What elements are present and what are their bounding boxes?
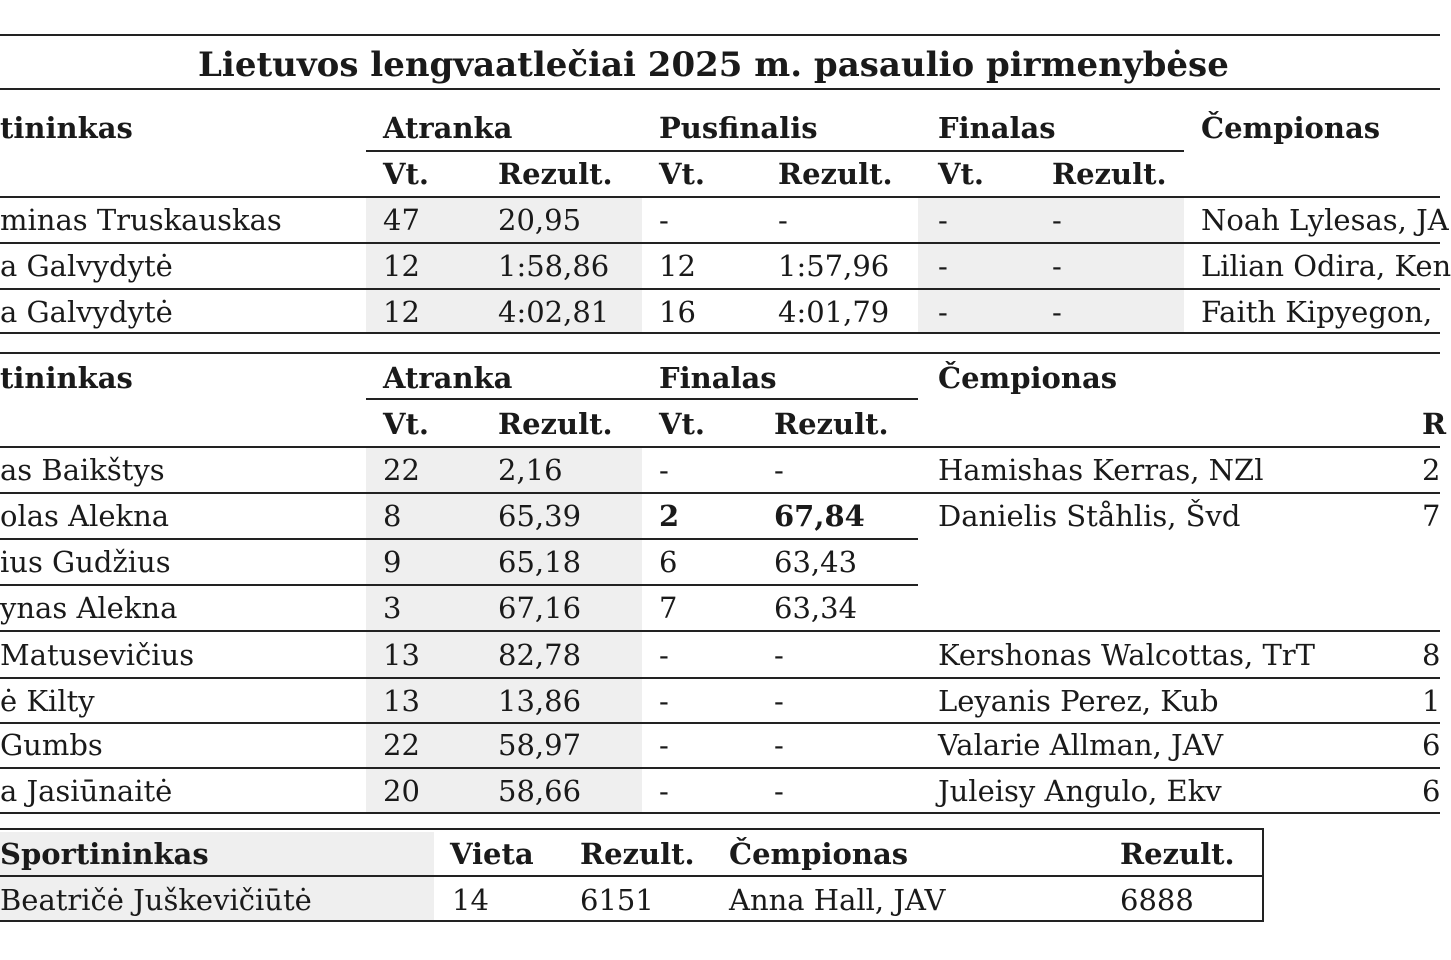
- subheader-result: Rezult.: [774, 407, 889, 441]
- page-title: Lietuvos lengvaatlečiai 2025 m. pasaulio pirmenybėse: [198, 45, 1229, 85]
- champion-result: 6888: [1120, 883, 1194, 917]
- place: -: [938, 203, 948, 237]
- champion-result: 1: [1422, 684, 1441, 718]
- athlete-name: olas Alekna: [0, 499, 170, 533]
- place: -: [938, 249, 948, 283]
- athlete-name: as Baikštys: [0, 453, 165, 487]
- athlete-name: minas Truskauskas: [0, 203, 282, 237]
- champion: Leyanis Perez, Kub: [938, 684, 1219, 718]
- athlete-name: ė Kilty: [0, 684, 95, 718]
- col-header-champion: Čempionas: [729, 837, 909, 871]
- place: -: [659, 684, 669, 718]
- place: 13: [383, 638, 420, 672]
- col-header-champion-result: R: [1422, 407, 1447, 441]
- place: 12: [383, 295, 420, 329]
- place: 12: [659, 249, 696, 283]
- result: 1:57,96: [778, 249, 890, 283]
- result: -: [1052, 203, 1062, 237]
- result: 4:02,81: [498, 295, 610, 329]
- result: 67,84: [774, 499, 865, 533]
- result: 20,95: [498, 203, 582, 237]
- result: 4:01,79: [778, 295, 890, 329]
- champion: Hamishas Kerras, NZl: [938, 453, 1264, 487]
- athlete-name: Gumbs: [0, 728, 103, 762]
- result: 82,78: [498, 638, 582, 672]
- result: 1:58,86: [498, 249, 610, 283]
- result: -: [774, 774, 784, 808]
- place: -: [938, 295, 948, 329]
- subheader-place: Vt.: [383, 157, 429, 191]
- col-header-finalas: Finalas: [938, 111, 1056, 145]
- champion: Danielis Ståhlis, Švd: [938, 499, 1241, 533]
- champion-result: 2: [1422, 453, 1441, 487]
- place: -: [659, 203, 669, 237]
- col-header-atranka: Atranka: [383, 111, 513, 145]
- col-header-athlete: tininkas: [0, 111, 133, 145]
- champion: Anna Hall, JAV: [729, 883, 946, 917]
- place: 12: [383, 249, 420, 283]
- champion: Noah Lylesas, JA: [1201, 203, 1449, 237]
- col-header-champion-result: Rezult.: [1120, 837, 1235, 871]
- result: 58,66: [498, 774, 582, 808]
- col-header-place: Vieta: [450, 837, 534, 871]
- athlete-name: ynas Alekna: [0, 591, 178, 625]
- place: 16: [659, 295, 696, 329]
- col-header-pusfinalis: Pusfinalis: [659, 111, 818, 145]
- col-header-champion: Čempionas: [1201, 111, 1381, 145]
- champion: Lilian Odira, Ken: [1201, 249, 1451, 283]
- result: -: [1052, 249, 1062, 283]
- place: 9: [383, 545, 402, 579]
- subheader-place: Vt.: [659, 407, 705, 441]
- result: 63,34: [774, 591, 858, 625]
- result: -: [778, 203, 788, 237]
- subheader-place: Vt.: [938, 157, 984, 191]
- result: -: [774, 638, 784, 672]
- champion: Valarie Allman, JAV: [938, 728, 1224, 762]
- col-header-athlete: tininkas: [0, 361, 133, 395]
- subheader-result: Rezult.: [778, 157, 893, 191]
- result: 6151: [580, 883, 654, 917]
- champion: Faith Kipyegon,: [1201, 295, 1433, 329]
- result: 13,86: [498, 684, 582, 718]
- athlete-name: a Galvydytė: [0, 249, 173, 283]
- col-header-finalas: Finalas: [659, 361, 777, 395]
- athlete-name: a Galvydytė: [0, 295, 173, 329]
- col-header-atranka: Atranka: [383, 361, 513, 395]
- place: -: [659, 728, 669, 762]
- champion-result: 6: [1422, 728, 1441, 762]
- result: 2,16: [498, 453, 563, 487]
- athlete-name: Beatričė Juškevičiūtė: [0, 883, 312, 917]
- place: 3: [383, 591, 402, 625]
- place: 2: [659, 499, 680, 533]
- result: 65,18: [498, 545, 582, 579]
- champion-result: 7: [1422, 499, 1441, 533]
- result: 65,39: [498, 499, 582, 533]
- champion-result: 6: [1422, 774, 1441, 808]
- place: 8: [383, 499, 402, 533]
- champion: Juleisy Angulo, Ekv: [938, 774, 1222, 808]
- col-header-champion: Čempionas: [938, 361, 1118, 395]
- athlete-name: Matusevičius: [0, 638, 195, 672]
- place: 47: [383, 203, 420, 237]
- place: 22: [383, 728, 420, 762]
- subheader-place: Vt.: [659, 157, 705, 191]
- result: 67,16: [498, 591, 582, 625]
- place: -: [659, 774, 669, 808]
- place: -: [659, 453, 669, 487]
- champion: Kershonas Walcottas, TrT: [938, 638, 1316, 672]
- place: 22: [383, 453, 420, 487]
- place: 20: [383, 774, 420, 808]
- result: 63,43: [774, 545, 858, 579]
- place: 13: [383, 684, 420, 718]
- col-header-athlete: Sportininkas: [0, 837, 209, 871]
- athlete-name: a Jasiūnaitė: [0, 774, 173, 808]
- subheader-result: Rezult.: [498, 157, 613, 191]
- champion-result: 8: [1422, 638, 1441, 672]
- result: -: [774, 684, 784, 718]
- subheader-result: Rezult.: [1052, 157, 1167, 191]
- subheader-result: Rezult.: [498, 407, 613, 441]
- place: 6: [659, 545, 678, 579]
- place: 7: [659, 591, 678, 625]
- result: 58,97: [498, 728, 582, 762]
- col-header-result: Rezult.: [580, 837, 695, 871]
- athlete-name: ius Gudžius: [0, 545, 171, 579]
- result: -: [1052, 295, 1062, 329]
- place: -: [659, 638, 669, 672]
- subheader-place: Vt.: [383, 407, 429, 441]
- result: -: [774, 453, 784, 487]
- place: 14: [452, 883, 489, 917]
- result: -: [774, 728, 784, 762]
